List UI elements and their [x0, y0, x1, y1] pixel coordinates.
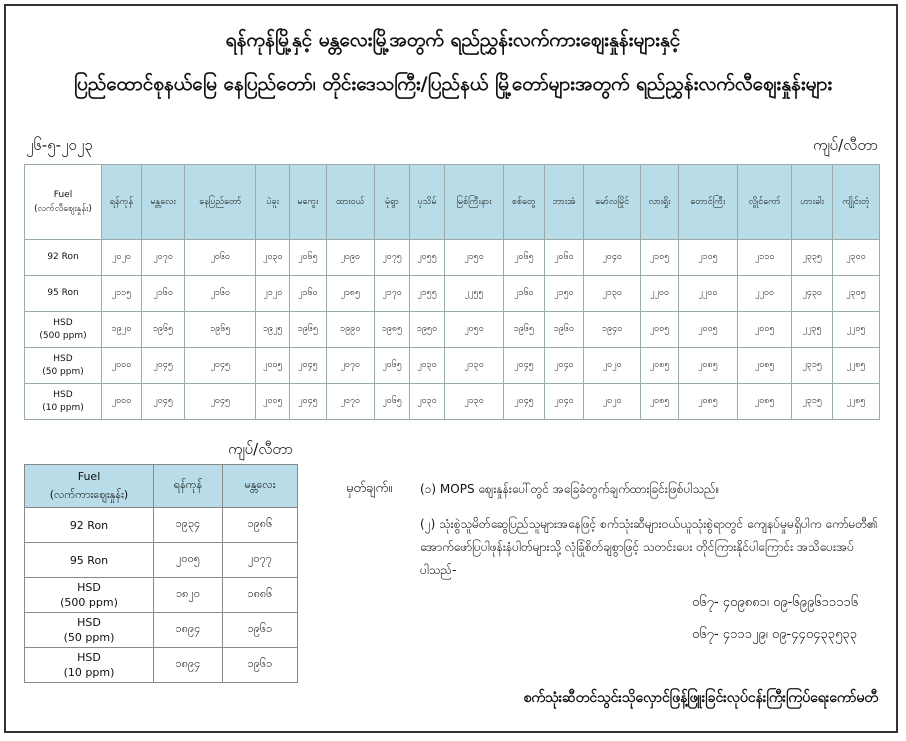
price-cell: ၂၀၃၀ — [410, 348, 445, 384]
table-row — [25, 384, 880, 420]
price-cell: ၂၀၈၅ — [737, 348, 791, 384]
price-cell: ၂၀၄၅ — [504, 384, 545, 420]
fuel-cell — [25, 312, 102, 348]
price-cell: ၂၁၅၀ — [544, 276, 583, 312]
fuel-cell — [25, 648, 154, 683]
price-cell: ၂၀၄၅ — [141, 348, 184, 384]
committee-name: စက်သုံးဆီတင်သွင်းသိုလှောင်ဖြန့်ဖြူးခြင်းလုပ်ငန်းကြီးကြပ်ရေးကော်မတီ — [523, 690, 878, 706]
price-cell: ၂၀၇၀ — [326, 384, 374, 420]
price-cell: ၂၀၄၅ — [185, 384, 256, 420]
price-cell: ၂၁၆၀ — [141, 276, 184, 312]
fuel-cell — [25, 384, 102, 420]
fuel-name: HSD — [77, 651, 101, 664]
price-cell: ၂၃၁၅ — [792, 348, 833, 384]
city-header: တောင်ကြီး — [678, 165, 737, 240]
price-cell: ၂၁၅၅ — [410, 276, 445, 312]
price-cell: ၁၉၄၀ — [584, 312, 641, 348]
price-cell: ၂၀၇၀ — [326, 348, 374, 384]
fuel-header-text: Fuel — [77, 470, 101, 483]
price-cell: ၁၉၉၀ — [326, 312, 374, 348]
fuel-cell — [25, 276, 102, 312]
fuel-name: (500 ppm) — [60, 596, 118, 609]
fuel-name: HSD — [53, 317, 73, 328]
price-cell: ၂၀၄၅ — [185, 348, 256, 384]
price-cell: ၂၀၆၅ — [375, 348, 410, 384]
city-header: ထားဝယ် — [326, 165, 374, 240]
fuel-name: HSD — [53, 353, 73, 364]
price-cell: ၂၁၆၀ — [290, 276, 326, 312]
price-cell: ၁၉၃၄ — [154, 508, 223, 543]
price-cell: ၂၀၂၀ — [584, 348, 641, 384]
city-header: မကွေး — [290, 165, 326, 240]
price-cell: ၂၀၅၀ — [444, 312, 503, 348]
fuel-cell — [25, 240, 102, 276]
price-cell: ၂၃၁၅ — [792, 384, 833, 420]
price-cell: ၂၂၀၀ — [737, 276, 791, 312]
table-row — [25, 578, 298, 613]
table-row — [25, 543, 298, 578]
price-cell: ၂၀၀၅ — [154, 543, 223, 578]
price-cell: ၂၀၃၀ — [256, 240, 290, 276]
table-row — [25, 613, 298, 648]
city-header: နေပြည်တော် — [185, 165, 256, 240]
price-cell: ၁၉၆၁ — [222, 648, 297, 683]
fuel-name: 92 Ron — [69, 518, 109, 532]
price-cell: ၂၀၄၅ — [290, 384, 326, 420]
unit-label: ကျပ်/လီတာ — [812, 136, 878, 154]
title-line-2: ပြည်ထောင်စုနယ်မြေ နေပြည်တော်၊ တိုင်းဒေသကြီး/ပြည်နယ် မြို့တော်များအတွက် ရည်ညွှန်းလက်လီဈေးနှုန်းများ — [73, 73, 833, 95]
price-cell: ၂၂၈၅ — [832, 384, 879, 420]
price-cell: ၁၉၆၅ — [141, 312, 184, 348]
note-2: (၂) သုံးစွဲသူမိတ်ဆွေပြည်သူများအနေဖြင့် စက်သုံးဆီများဝယ်ယူသုံးစွဲရာတွင် ကျေနပ်မှုမရှိပါက ကော်မတီ၏ အောက်ဖော်ပြပါဖုန်းနံပါတ်များသို့ လုံခြုံစိတ်ချစွာဖြင့် သတင်းပေး တိုင်ကြားနိုင်ပါကြောင်း အသိပေးအပ်ပါသည်- — [420, 517, 878, 577]
fuel-header-text: (လက်ကားဈေးနှုန်း) — [49, 488, 129, 501]
fuel-name: (10 ppm) — [63, 666, 115, 679]
price-cell: ၂၁၁၅ — [102, 276, 142, 312]
fuel-cell — [25, 543, 154, 578]
price-cell: ၂၀၆၅ — [290, 240, 326, 276]
price-cell: ၂၀၂၀ — [102, 240, 142, 276]
fuel-cell — [25, 508, 154, 543]
notes-label: မှတ်ချက်။ — [346, 481, 393, 496]
price-cell: ၂၀၀၅ — [678, 312, 737, 348]
fuel-name: 92 Ron — [47, 252, 79, 262]
table-row — [25, 508, 298, 543]
price-cell: ၂၃၀၀ — [832, 240, 879, 276]
price-cell: ၂၁၁၀ — [737, 240, 791, 276]
city-header: ရန်ကုန် — [154, 465, 223, 508]
fuel-header-cell — [25, 465, 154, 508]
price-cell: ၁၉၆၀ — [544, 312, 583, 348]
city-header: ရန်ကုန် — [102, 165, 142, 240]
price-cell: ၂၀၆၅ — [504, 240, 545, 276]
price-cell: ၂၀၈၅ — [737, 384, 791, 420]
price-cell: ၂၀၃၀ — [410, 384, 445, 420]
phone-line-2: ၀၆၇- ၄၁၁၁၂၉၊ ၀၉-၄၄၀၄၃၃၅၃၃ — [692, 627, 858, 642]
price-cell: ၁၉၆၁ — [222, 613, 297, 648]
price-cell: ၁၉၂၀ — [102, 312, 142, 348]
price-cell: ၁၉၆၅ — [504, 312, 545, 348]
retail-price-table — [24, 164, 880, 420]
city-header: မန္တလေး — [222, 465, 297, 508]
fuel-name: HSD — [77, 616, 101, 629]
city-header: မော်လမြိုင် — [584, 165, 641, 240]
fuel-name: HSD — [53, 389, 73, 400]
price-cell: ၂၀၇၇ — [222, 543, 297, 578]
price-cell: ၂၀၄၅ — [504, 348, 545, 384]
wholesale-unit-label: ကျပ်/လီတာ — [228, 440, 294, 458]
price-cell: ၁၉၂၅ — [256, 312, 290, 348]
fuel-name: (50 ppm) — [63, 631, 115, 644]
price-cell: ၂၀၈၅ — [678, 348, 737, 384]
price-cell: ၂၀၈၅ — [641, 348, 679, 384]
note-1: (၁) MOPS ဈေးနှုန်းပေါ်တွင် အခြေခံတွက်ချက်ထားခြင်းဖြစ်ပါသည်။ — [420, 482, 720, 496]
fuel-name: (50 ppm) — [42, 366, 84, 377]
title-line-1: ရန်ကုန်မြို့နှင့် မန္တလေးမြို့အတွက် ရည်ညွှန်းလက်ကားဈေးနှုန်းများနှင့် — [225, 29, 681, 51]
price-cell: ၂၀၆၅ — [375, 384, 410, 420]
price-cell: ၂၀၄၀ — [544, 348, 583, 384]
table-row — [25, 348, 880, 384]
fuel-header-cell — [25, 165, 102, 240]
price-cell: ၂၀၆၀ — [185, 240, 256, 276]
fuel-cell — [25, 578, 154, 613]
price-cell: ၂၀၇၀ — [141, 240, 184, 276]
price-cell: ၂၀၈၅ — [641, 384, 679, 420]
city-header: လားရှိုး — [641, 165, 679, 240]
phone-line-1: ၀၆၇- ၄၀၉၈၈၁၊ ၀၉-၆၉၉၆၁၁၁၁၆ — [692, 595, 859, 610]
price-cell: ၂၁၆၀ — [185, 276, 256, 312]
price-cell: ၂၀၀၅ — [737, 312, 791, 348]
table-row — [25, 312, 880, 348]
city-header: ကျိုင်းတုံ — [832, 165, 879, 240]
table-row — [25, 276, 880, 312]
price-cell: ၂၀၄၅ — [290, 348, 326, 384]
price-cell: ၂၀၀၅ — [641, 312, 679, 348]
price-cell: ၁၉၆၅ — [185, 312, 256, 348]
price-cell: ၂၀၀၅ — [256, 384, 290, 420]
price-cell: ၂၁၀၅ — [678, 240, 737, 276]
fuel-name: 95 Ron — [69, 553, 109, 567]
price-cell: ၂၀၄၀ — [584, 240, 641, 276]
price-cell: ၂၂၅၅ — [444, 276, 503, 312]
price-cell: ၂၂၀၅ — [832, 312, 879, 348]
price-cell: ၂၀၅၅ — [410, 240, 445, 276]
price-cell: ၂၁၃၀ — [444, 348, 503, 384]
fuel-header-text: (လက်လီဈေးနှုန်း) — [34, 204, 92, 214]
fuel-name: HSD — [77, 581, 101, 594]
price-cell: ၂၄၃၀ — [792, 276, 833, 312]
price-cell: ၁၈၉၄ — [154, 648, 223, 683]
price-cell: ၂၁၃၀ — [584, 276, 641, 312]
city-header: ပဲခူး — [256, 165, 290, 240]
city-header: မုံရွာ — [375, 165, 410, 240]
price-cell: ၂၁၈၅ — [326, 276, 374, 312]
price-cell: ၂၁၃၀ — [444, 384, 503, 420]
city-header: ပုသိမ် — [410, 165, 445, 240]
price-cell: ၂၀၉၀ — [326, 240, 374, 276]
price-cell: ၂၀၇၅ — [375, 240, 410, 276]
price-cell: ၂၂၀၀ — [641, 276, 679, 312]
city-header: ဟားခါး — [792, 165, 833, 240]
price-cell: ၂၁၅၀ — [444, 240, 503, 276]
fuel-name: (10 ppm) — [42, 402, 84, 413]
price-cell: ၂၀၄၀ — [544, 384, 583, 420]
fuel-name: (500 ppm) — [39, 330, 87, 341]
table-row — [25, 648, 298, 683]
city-header: ဘားအံ — [544, 165, 583, 240]
wholesale-price-table — [24, 464, 298, 683]
price-cell: ၂၀၀၅ — [256, 348, 290, 384]
price-cell: ၂၃၀၅ — [832, 276, 879, 312]
price-cell: ၁၈၉၄ — [154, 613, 223, 648]
price-cell: ၁၉၅၀ — [410, 312, 445, 348]
city-header: လွိုင်ကော် — [737, 165, 791, 240]
price-cell: ၂၁၆၀ — [504, 276, 545, 312]
price-cell: ၂၀၂၀ — [584, 384, 641, 420]
city-header: မြစ်ကြီးနား — [444, 165, 503, 240]
price-cell: ၂၂၀၀ — [678, 276, 737, 312]
price-cell: ၂၀၄၅ — [141, 384, 184, 420]
price-cell: ၂၁၂၀ — [256, 276, 290, 312]
price-cell: ၂၂၈၅ — [832, 348, 879, 384]
fuel-header-text: Fuel — [53, 190, 73, 200]
fuel-cell — [25, 348, 102, 384]
price-cell: ၁၈၈၆ — [222, 578, 297, 613]
price-cell: ၁၉၈၆ — [222, 508, 297, 543]
price-cell: ၂၀၀၀ — [102, 384, 142, 420]
price-cell: ၂၀၆၀ — [544, 240, 583, 276]
fuel-name: 95 Ron — [47, 288, 79, 298]
city-header: မန္တလေး — [141, 165, 184, 240]
date-label: ၂၆-၅-၂၀၂၃ — [26, 136, 93, 154]
price-cell: ၂၁၀၅ — [641, 240, 679, 276]
price-cell: ၂၁၇၀ — [375, 276, 410, 312]
price-cell: ၁၈၂၀ — [154, 578, 223, 613]
price-cell: ၂၃၃၅ — [792, 240, 833, 276]
fuel-cell — [25, 613, 154, 648]
price-cell: ၁၉၈၅ — [375, 312, 410, 348]
price-cell: ၂၀၈၅ — [678, 384, 737, 420]
city-header: စစ်တွေ — [504, 165, 545, 240]
price-cell: ၁၉၆၅ — [290, 312, 326, 348]
price-cell: ၂၂၃၅ — [792, 312, 833, 348]
price-cell: ၂၀၀၀ — [102, 348, 142, 384]
table-row — [25, 240, 880, 276]
